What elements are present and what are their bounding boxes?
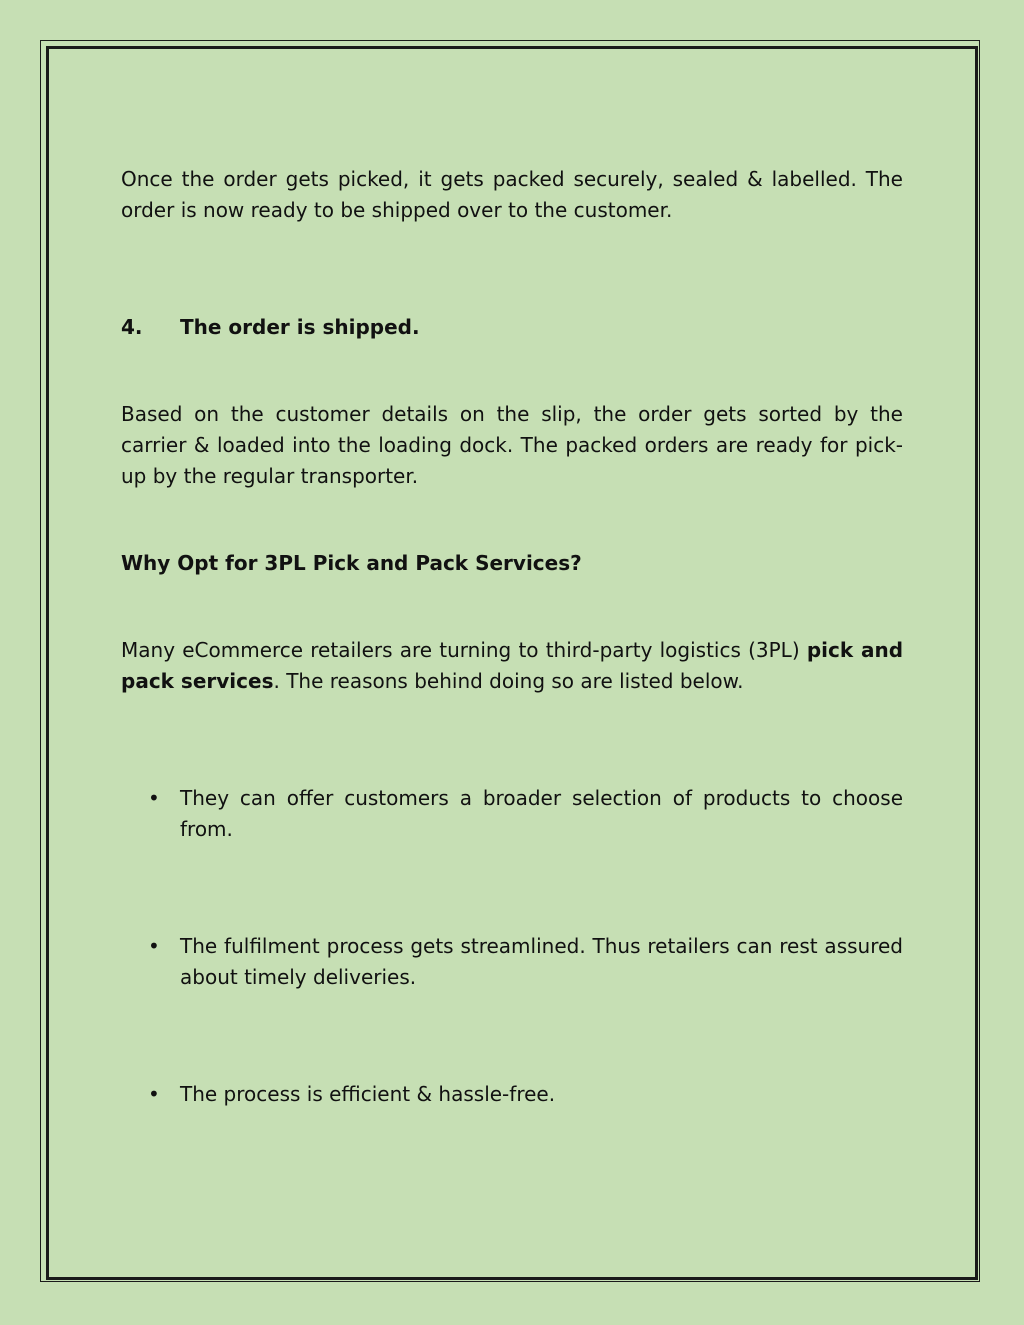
list-item-text: The fulfilment process gets streamlined. Thus retailers can rest assured about timely deliveries. bbox=[180, 934, 903, 989]
list-item-text: They can offer customers a broader selection of products to choose from. bbox=[180, 786, 903, 841]
list-item bbox=[148, 783, 903, 845]
step-4-number: 4. bbox=[121, 315, 143, 339]
step-4-heading bbox=[121, 312, 903, 343]
bullet-icon: • bbox=[148, 786, 160, 810]
paragraph-shipped: Based on the customer details on the slip, the order gets sorted by the carrier & loaded into the loading dock. The packed orders are ready for pick-up by the regular transporter. bbox=[121, 402, 903, 488]
paragraph-intro bbox=[121, 635, 903, 697]
section-heading-why-3pl: Why Opt for 3PL Pick and Pack Services? bbox=[121, 551, 582, 575]
list-item bbox=[148, 1079, 903, 1110]
list-item bbox=[148, 931, 903, 993]
bullet-icon: • bbox=[148, 934, 160, 958]
intro-text-after: . The reasons behind doing so are listed below. bbox=[273, 669, 744, 693]
bullet-icon: • bbox=[148, 1082, 160, 1106]
paragraph-packed: Once the order gets picked, it gets packed securely, sealed & labelled. The order is now ready to be shipped over to the customer. bbox=[121, 167, 903, 222]
intro-text-before: Many eCommerce retailers are turning to third-party logistics (3PL) bbox=[121, 638, 807, 662]
list-item-text: The process is efficient & hassle-free. bbox=[180, 1082, 556, 1106]
pick-and-pack-link-text: pick and pack services bbox=[121, 638, 904, 693]
step-4-title: The order is shipped. bbox=[180, 315, 420, 339]
